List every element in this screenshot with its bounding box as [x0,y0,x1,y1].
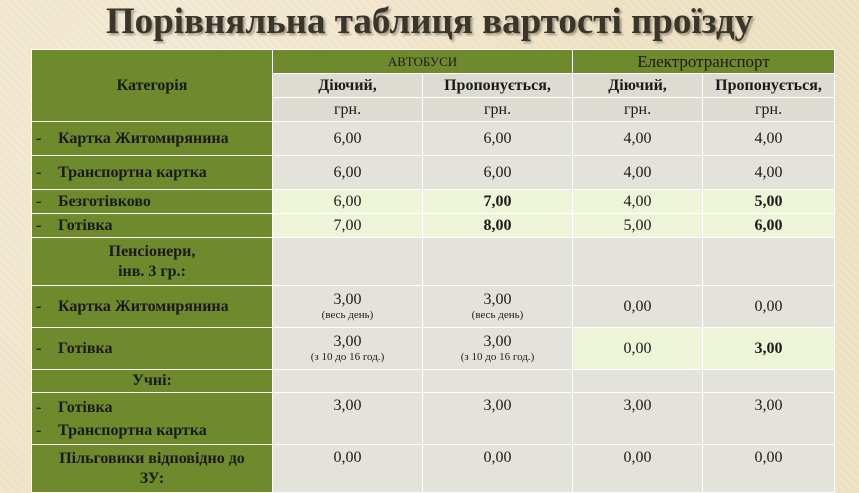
electric-current-value: 3,00 [573,393,703,445]
bus-proposed-value: 7,00 [423,190,573,214]
empty-cell [573,238,703,286]
bus-current-unit: грн. [273,98,423,122]
bus-current-value: 6,00 [273,156,423,190]
bus-current-value: 3,00 (весь день) [273,286,423,328]
electric-proposed-value: 0,00 [703,286,835,328]
row-label: - Картка Житомирянина [32,286,273,328]
bus-proposed-value: 0,00 [423,445,573,493]
bus-current-value: 7,00 [273,214,423,238]
bus-proposed-header: Пропонується, [423,74,573,98]
bus-proposed-value: 3,00 (з 10 до 16 год.) [423,328,573,370]
table-row [32,156,835,190]
time-note: (весь день) [321,309,374,321]
page-title: Порівняльна таблиця вартості проїзду [105,1,754,42]
electric-proposed-value: 3,00 [703,328,835,370]
bus-current-value: 3,00 [273,393,423,445]
electric-proposed-header: Пропонується, [703,74,835,98]
table-row [32,122,835,156]
empty-cell [423,370,573,393]
electric-proposed-value: 4,00 [703,156,835,190]
row-label: - Готівка [32,214,273,238]
section-row-students [32,370,835,393]
electric-current-value: 4,00 [573,122,703,156]
empty-cell [273,238,423,286]
empty-cell [573,370,703,393]
electric-proposed-value: 6,00 [703,214,835,238]
time-note: (весь день) [471,309,524,321]
table-row [32,214,835,238]
row-label: - Готівка - Транспортна картка [32,393,273,445]
table-row [32,190,835,214]
bus-proposed-unit: грн. [423,98,573,122]
time-note: (з 10 до 16 год.) [460,351,535,363]
fare-comparison-table [31,49,835,493]
electric-proposed-value: 3,00 [703,393,835,445]
empty-cell [273,370,423,393]
section-label-students: Учні: [32,370,273,393]
electric-current-unit: грн. [573,98,703,122]
row-label: - Транспортна картка [32,156,273,190]
electric-current-header: Діючий, [573,74,703,98]
bus-current-value: 6,00 [273,122,423,156]
bus-proposed-value: 3,00 (весь день) [423,286,573,328]
row-label: - Безготівково [32,190,273,214]
section-row-pensioners [32,238,835,286]
electric-current-value: 0,00 [573,286,703,328]
bus-header: АВТОБУСИ [273,50,573,74]
bus-current-value: 0,00 [273,445,423,493]
bus-current-header: Діючий, [273,74,423,98]
electric-current-value: 4,00 [573,156,703,190]
electric-current-value: 4,00 [573,190,703,214]
row-label: - Картка Житомирянина [32,122,273,156]
bus-proposed-value: 8,00 [423,214,573,238]
bus-current-value: 3,00 (з 10 до 16 год.) [273,328,423,370]
bus-proposed-value: 3,00 [423,393,573,445]
category-header: Категорія [32,50,273,122]
table-row [32,393,835,445]
empty-cell [703,238,835,286]
section-label-pensioners: Пенсіонери, інв. 3 гр.: [32,238,273,286]
electric-proposed-unit: грн. [703,98,835,122]
electric-current-value: 5,00 [573,214,703,238]
table-row [32,445,835,493]
electric-current-value: 0,00 [573,445,703,493]
empty-cell [423,238,573,286]
table-row [32,286,835,328]
electric-proposed-value: 5,00 [703,190,835,214]
table-row [32,328,835,370]
bus-current-value: 6,00 [273,190,423,214]
electric-proposed-value: 4,00 [703,122,835,156]
electric-current-value: 0,00 [573,328,703,370]
electric-proposed-value: 0,00 [703,445,835,493]
section-label-beneficiaries: Пільговики відповідно до ЗУ: [32,445,273,493]
time-note: (з 10 до 16 год.) [310,351,385,363]
bus-proposed-value: 6,00 [423,156,573,190]
bus-proposed-value: 6,00 [423,122,573,156]
row-label: - Готівка [32,328,273,370]
empty-cell [703,370,835,393]
electric-header: Електротранспорт [573,50,835,74]
